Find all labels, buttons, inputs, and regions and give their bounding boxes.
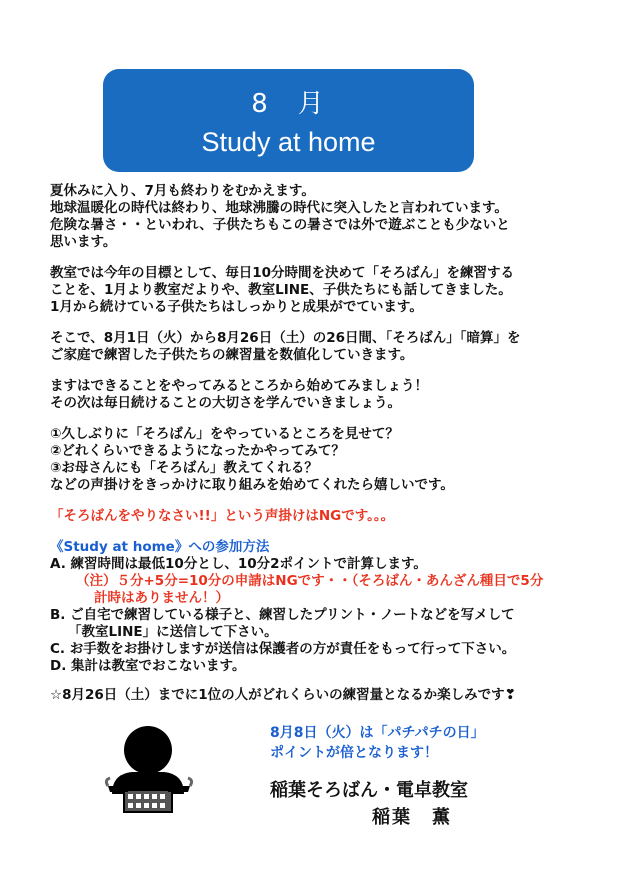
method-note: 計時はありません！） (94, 590, 229, 606)
student-icon (98, 722, 228, 822)
start-line: その次は毎日続けることの大切さを学んでいきましょう。 (50, 395, 401, 411)
document-body (50, 183, 590, 704)
intro-line: 思います。 (50, 234, 117, 250)
method-b: B. ご自宅で練習している様子と、練習したプリント・ノートなどを写メして (50, 607, 515, 623)
period-line: ご家庭で練習した子供たちの練習量を数値化していきます。 (50, 347, 414, 363)
subtitle: Study at home (201, 127, 376, 157)
method-c: C. お手数をお掛けしますが送信は保護者の方が責任をもって行って下さい。 (50, 641, 516, 657)
special-day-line: 8月8日（火）は「パチパチの日」 (270, 725, 485, 741)
method-a: A. 練習時間は最低10分とし、10分2ポイントで計算します。 (50, 556, 427, 572)
teacher-name: 稲葉 薫 (372, 807, 452, 828)
closing-line: ☆8月26日（土）までに1位の人がどれくらいの練習量となるか楽しみです❣ (50, 687, 516, 703)
intro-line: 危険な暑さ・・といわれ、子供たちもこの暑さでは外で遊ぶことも少ないと (50, 217, 510, 233)
title-banner (103, 69, 474, 172)
prompt-line: ①久しぶりに「そろばん」をやっているところを見せて？ (50, 426, 399, 442)
special-day-note (270, 723, 570, 763)
goal-line: 教室では今年の目標として、毎日10分時間を決めて「そろばん」を練習する (50, 265, 515, 281)
prompt-line: ③お母さんにも「そろばん」教えてくれる？ (50, 460, 318, 476)
method-b: 「教室LINE」に送信して下さい。 (68, 624, 278, 640)
soroban-student-illustration (98, 722, 228, 822)
period-line: そこで、8月1日（火）から8月26日（土）の26日間、「そろばん」「暗算」を (50, 330, 521, 346)
intro-line: 地球温暖化の時代は終わり、地球沸騰の時代に突入したと言われています。 (50, 200, 508, 216)
month-title: 8 月 (251, 89, 326, 119)
prompt-line: ②どれくらいできるようになったかやってみて？ (50, 443, 345, 459)
prompt-line: などの声掛けをきっかけに取り組みを始めてくれたら嬉しいです。 (50, 477, 454, 493)
intro-line: 夏休みに入り、7月も終わりをむかえます。 (50, 183, 315, 199)
goal-line: ことを、1月より教室だよりや、教室LINE、子供たちにも話してきました。 (50, 282, 512, 298)
method-d: D. 集計は教室でおこないます。 (50, 658, 246, 674)
method-title: 《Study at home》への参加方法 (50, 539, 270, 555)
special-day-line: ポイントが倍となります！ (270, 745, 438, 761)
start-line: ますはできることをやってみるところから始めてみましょう！ (50, 378, 428, 394)
goal-line: 1月から続けている子供たちはしっかりと成果がでています。 (50, 299, 423, 315)
school-name: 稲葉そろばん・電卓教室 (270, 780, 468, 801)
warning-line: 「そろばんをやりなさい!!」という声掛けはNGです。。。 (50, 508, 395, 524)
method-note: （注）５分+5分=10分の申請はNGです・・（そろばん・あんざん種目で5分 (76, 573, 544, 589)
